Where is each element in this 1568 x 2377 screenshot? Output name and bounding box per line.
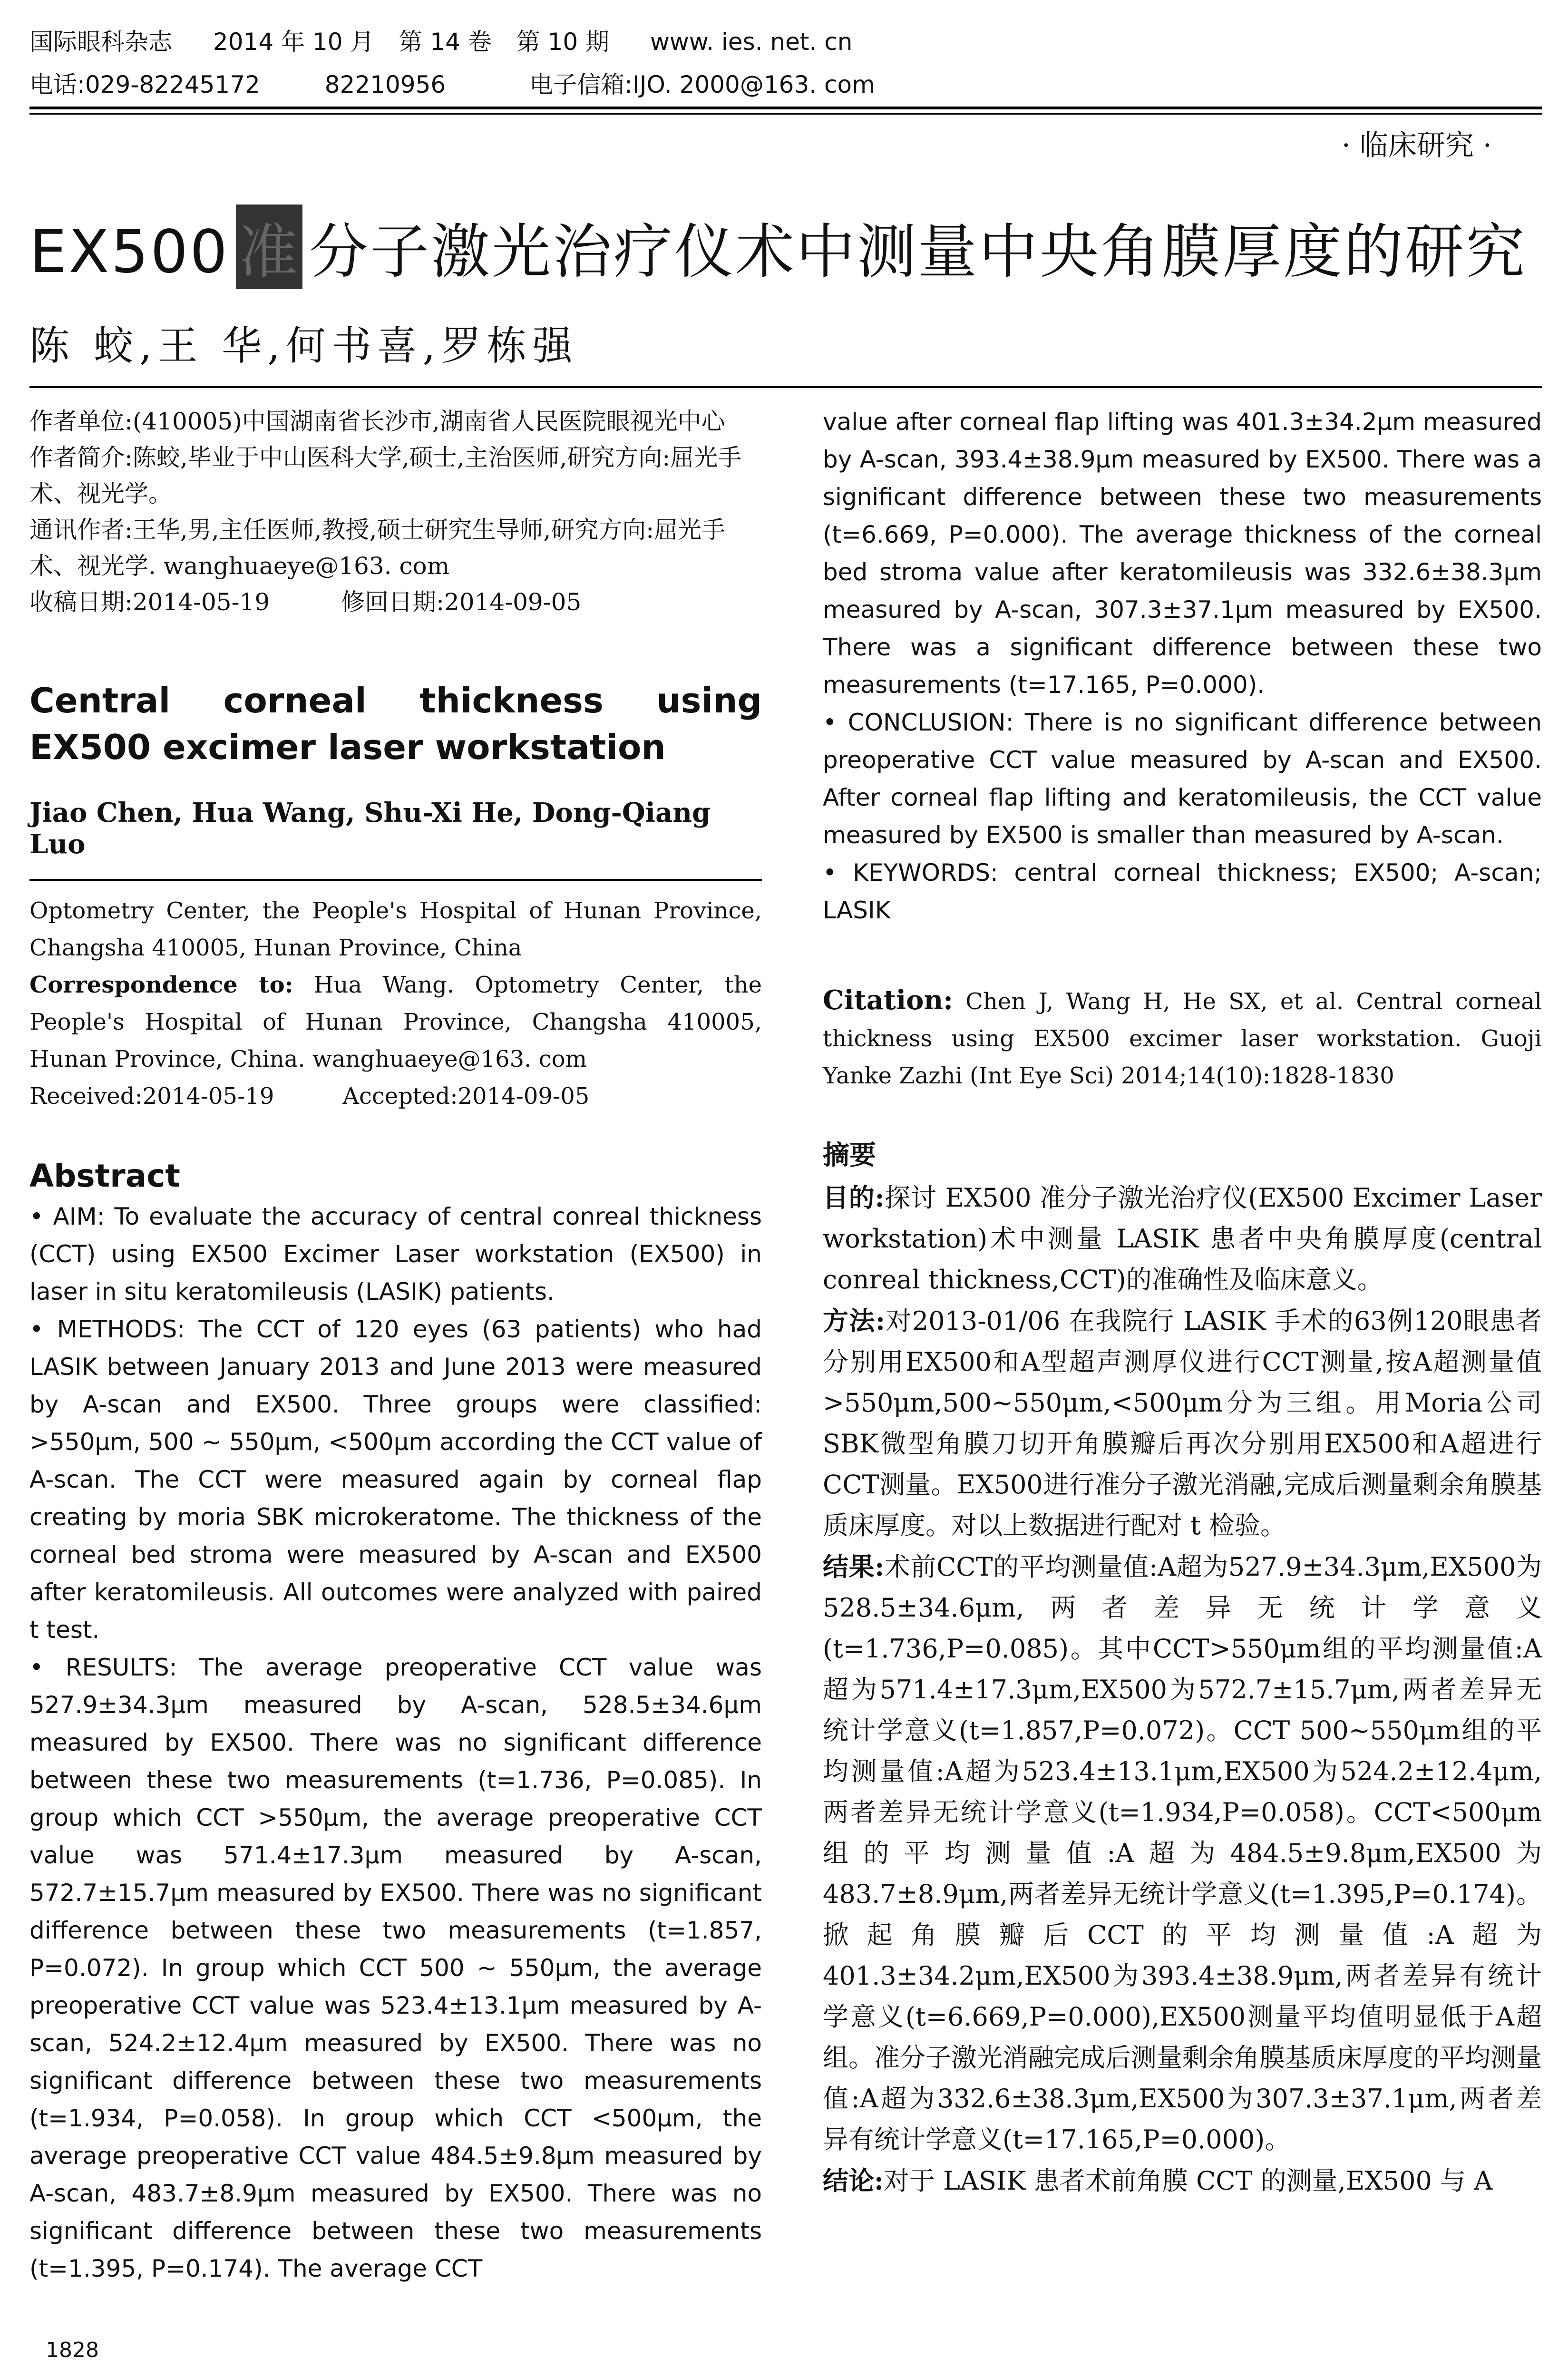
issue-date: 2014 年 10 月 xyxy=(213,28,374,56)
header-rule xyxy=(29,107,1542,109)
title-rest: 分子激光治疗仪术中测量中央角膜厚度的研究 xyxy=(309,218,1527,286)
volume: 第 14 卷 xyxy=(399,28,492,56)
correspondence xyxy=(29,966,762,1078)
title-highlight: 准 xyxy=(236,205,302,289)
citation-text: Chen J, Wang H, He SX, et al. Central corneal thickness using EX500 excimer laser workstation. Guoji Yanke Zazhi (Int Eye Sci) 2014;14(10):1828-1830 xyxy=(823,988,1542,1089)
cn-results: 结果:术前CCT的平均测量值:A超为527.9±34.3μm,EX500为528.5±34.6μm,两者差异无统计学意义(t=1.736,P=0.085)。其中CCT>550μm组的平均测量值:A超为571.4±17.3μm,EX500为572.7±15.7μm,两者差异无统计学意义(t=1.857,P=0.072)。CCT 500~550μm组的平均测量值:A超为523.4±13.1μm,EX500为524.2±12.4μm,两者差异无统计学意义(t=1.934,P=0.058)。CCT<500μm组的平均测量值:A超为484.5±9.8μm,EX500为483.7±8.9μm,两者差异无统计学意义(t=1.395,P=0.174)。掀起角膜瓣后CCT的平均测量值:A超为401.3±34.2μm,EX500为393.4±38.9μm,两者差异有统计学意义(t=6.669,P=0.000),EX500测量平均值明显低于A超组。准分子激光消融完成后测量剩余角膜基质床厚度的平均测量值:A超为332.6±38.3μm,EX500为307.3±37.1μm,两者差异有统计学意义(t=17.165,P=0.000)。 xyxy=(823,1551,1542,2154)
abstract-aim: • AIM: To evaluate the accuracy of central conreal thickness (CCT) using EX500 Excimer Laser workstation (EX500) in laser in situ keratomileusis (LASIK) patients. xyxy=(29,1203,762,1305)
phone-2: 82210956 xyxy=(324,71,446,98)
issue-number: 第 10 期 xyxy=(516,28,610,56)
section-label: · 临床研究 · xyxy=(1341,129,1492,162)
english-title: Central corneal thickness using EX500 excimer laser workstation xyxy=(29,681,762,767)
cn-aim: 目的:探讨 EX500 准分子激光治疗仪(EX500 Excimer Laser workstation)术中测量 LASIK 患者中央角膜厚度(central conreal thickness,CCT)的准确性及临床意义。 xyxy=(823,1182,1542,1295)
running-header xyxy=(29,23,852,57)
received-dates: Received:2014-05-19 Accepted:2014-09-05 xyxy=(29,1083,590,1110)
author-info-cn xyxy=(29,403,762,620)
affiliation: Optometry Center, the People's Hospital of Hunan Province, Changsha 410005, Hunan Province, China xyxy=(29,897,762,961)
left-column xyxy=(29,403,762,2288)
header-rule-thin xyxy=(29,113,1542,115)
website: www. ies. net. cn xyxy=(650,28,853,56)
author-bio: 作者简介:陈蛟,毕业于中山医科大学,硕士,主治医师,研究方向:屈光手术、视光学。 xyxy=(29,444,742,507)
authors-cn: 陈 蛟,王 华,何书喜,罗栋强 xyxy=(29,322,578,369)
english-authors: Jiao Chen, Hua Wang, Shu-Xi He, Dong-Qiang Luo xyxy=(29,797,711,860)
author-unit: 作者单位:(410005)中国湖南省长沙市,湖南省人民医院眼视光中心 xyxy=(29,408,725,435)
journal-name: 国际眼科杂志 xyxy=(29,28,172,56)
right-column xyxy=(823,403,1542,2202)
title-prefix: EX500 xyxy=(29,218,229,286)
contact-header xyxy=(29,66,875,100)
correspondence-label: Correspondence to: xyxy=(29,972,293,998)
abstract-heading: Abstract xyxy=(29,1158,180,1194)
page-number: 1828 xyxy=(46,2338,99,2362)
abstract-conclusion: • CONCLUSION: There is no significant difference between preoperative CCT value measured by A-scan and EX500. After corneal flap lifting and keratomileusis, the CCT value measured by EX500 is smaller than measured by A-scan. xyxy=(823,709,1542,849)
abstract-right xyxy=(823,403,1542,929)
abstract-results: • RESULTS: The average preoperative CCT value was 527.9±34.3μm measured by A-scan, 528.5±34.6μm measured by EX500. There was no significant difference between these two measurements (t=1.736, P=0.085). In group which CCT >550μm, the average preoperative CCT value was 571.4±17.3μm measured by A-scan, 572.7±15.7μm measured by EX500. There was no significant difference between these two measurements (t=1.857, P=0.072). In group which CCT 500 ~ 550μm, the average preoperative CCT value was 523.4±13.1μm measured by A-scan, 524.2±12.4μm measured by EX500. There was no significant difference between these two measurements (t=1.934, P=0.058). In group which CCT <500μm, the average preoperative CCT value 484.5±9.8μm measured by A-scan, 483.7±8.9μm measured by EX500. There was no significant difference between these two measurements (t=1.395, P=0.174). The average CCT xyxy=(29,1654,762,2282)
author-rule xyxy=(29,879,762,881)
cn-abstract-heading: 摘要 xyxy=(823,1140,876,1171)
citation xyxy=(823,982,1542,1094)
phone: 电话:029-82245172 xyxy=(29,71,260,98)
abstract-left xyxy=(29,1198,762,2288)
correspondence-text: Hua Wang. Optometry Center, the People's Hospital of Hunan Province, Changsha 410005, Hunan Province, China. wanghuaeye@163. com xyxy=(29,972,762,1072)
abstract-results-cont: value after corneal flap lifting was 401.3±34.2μm measured by A-scan, 393.4±38.9μm measured by EX500. There was a significant difference between these two measurements (t=6.669, P=0.000). The average thickness of the corneal bed stroma value after keratomileusis was 332.6±38.3μm measured by A-scan, 307.3±37.1μm measured by EX500. There was a significant difference between these two measurements (t=17.165, P=0.000). xyxy=(823,408,1542,699)
article-title xyxy=(29,205,1527,289)
received-dates-cn: 收稿日期:2014-05-19 修回日期:2014-09-05 xyxy=(29,588,582,616)
affiliation-block xyxy=(29,892,762,1115)
citation-label: Citation: xyxy=(823,984,953,1016)
cn-conclusion: 结论:对于 LASIK 患者术前角膜 CCT 的测量,EX500 与 A xyxy=(823,2165,1493,2196)
cn-abstract xyxy=(823,1177,1542,2202)
abstract-methods: • METHODS: The CCT of 120 eyes (63 patients) who had LASIK between January 2013 and June 2013 were measured by A-scan and EX500. Three groups were classified: >550μm, 500 ~ 550μm, <500μm according the CCT value of A-scan. The CCT were measured again by corneal flap creating by moria SBK microkeratome. The thickness of the corneal bed stroma were measured by A-scan and EX500 after keratomileusis. All outcomes were analyzed with paired t test. xyxy=(29,1315,762,1644)
email: 电子信箱:IJO. 2000@163. com xyxy=(529,71,875,98)
cn-methods: 方法:对2013-01/06 在我院行 LASIK 手术的63例120眼患者分别用EX500和A型超声测厚仪进行CCT测量,按A超测量值>550μm,500~550μm,<500μm分为三组。用Moria公司SBK微型角膜刀切开角膜瓣后再次分别用EX500和A超进行CCT测量。EX500进行准分子激光消融,完成后测量剩余角膜基质床厚度。对以上数据进行配对 t 检验。 xyxy=(823,1305,1542,1540)
corresponding-author: 通讯作者:王华,男,主任医师,教授,硕士研究生导师,研究方向:屈光手术、视光学. wanghuaeye@163. com xyxy=(29,516,726,580)
title-rule xyxy=(29,386,1542,388)
abstract-keywords: • KEYWORDS: central corneal thickness; EX500; A-scan; LASIK xyxy=(823,859,1542,924)
